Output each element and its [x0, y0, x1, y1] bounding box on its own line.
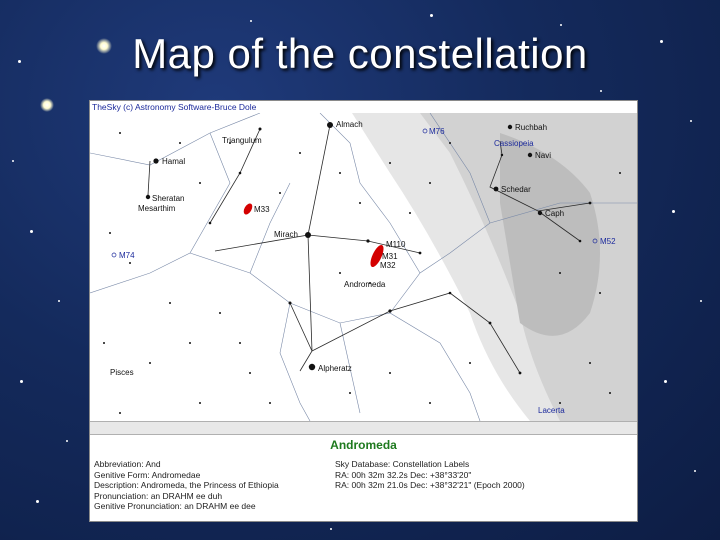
star-map [90, 113, 637, 421]
star [690, 120, 692, 122]
label-m52: M52 [600, 237, 616, 246]
label-m32: M32 [380, 261, 396, 270]
star [694, 470, 696, 472]
info-title: Andromeda [330, 438, 397, 452]
star-ruchbah [508, 125, 512, 129]
label-caph: Caph [545, 209, 565, 218]
slide-title: Map of the constellation [132, 30, 588, 77]
label-m74: M74 [119, 251, 135, 260]
label-almach: Almach [336, 120, 363, 129]
star [560, 24, 562, 26]
star [30, 230, 33, 233]
label-m110: M110 [386, 240, 406, 249]
info-divider [90, 421, 637, 435]
info-line: Genitive Form: Andromedae [94, 469, 201, 480]
star [430, 14, 433, 17]
map-header: TheSky (c) Astronomy Software-Bruce Dole [92, 102, 257, 112]
star-schedar [494, 187, 499, 192]
star-almach [327, 122, 333, 128]
label-mesarthim: Mesarthim [138, 204, 176, 213]
galaxy-m33 [242, 202, 254, 216]
label-sheratan: Sheratan [152, 194, 185, 203]
star-sheratan [146, 195, 150, 199]
star-alpheratz [309, 364, 315, 370]
star [20, 380, 23, 383]
star [66, 440, 68, 442]
label-mirach: Mirach [274, 230, 299, 239]
star-hamal [153, 158, 158, 163]
label-cassiopeia: Cassiopeia [494, 139, 534, 148]
star [12, 160, 14, 162]
label-m76: M76 [429, 127, 445, 136]
label-triangulum: Triangulum [222, 136, 262, 145]
info-line: Abbreviation: And [94, 459, 161, 469]
label-m31: M31 [382, 252, 398, 261]
star-caph [538, 211, 542, 215]
info-line: Genitive Pronunciation: an DRAHM ee dee [94, 501, 256, 511]
info-right-column [335, 459, 525, 491]
label-ruchbah: Ruchbah [515, 123, 548, 132]
info-line: Pronunciation: an DRAHM ee duh [94, 490, 223, 501]
galaxy-m74 [112, 253, 116, 257]
star [664, 380, 667, 383]
star [700, 300, 702, 302]
label-m33: M33 [254, 205, 270, 214]
info-line: Sky Database: Constellation Labels [335, 459, 470, 469]
star [672, 210, 675, 213]
label-hamal: Hamal [162, 157, 186, 166]
star [250, 20, 252, 22]
star [40, 98, 54, 112]
star [600, 90, 602, 92]
star [330, 528, 332, 530]
star-mirach [305, 232, 311, 238]
star-navi [528, 153, 532, 157]
star-chart-panel [89, 100, 638, 522]
star [36, 500, 39, 503]
label-schedar: Schedar [501, 185, 531, 194]
info-line: Description: Andromeda, the Princess of Ethiopia [94, 480, 279, 490]
info-line: RA: 00h 32m 21.0s Dec: +38°32'21" (Epoch 2000) [335, 480, 525, 490]
label-andromeda: Andromeda [344, 280, 386, 289]
label-navi: Navi [535, 151, 552, 160]
label-lacerta: Lacerta [538, 406, 565, 415]
star [58, 300, 60, 302]
label-alpheratz: Alpheratz [318, 364, 352, 373]
label-pisces: Pisces [110, 368, 134, 377]
info-left-column [94, 459, 279, 512]
info-line: RA: 00h 32m 32.2s Dec: +38°33'20" [335, 469, 472, 480]
